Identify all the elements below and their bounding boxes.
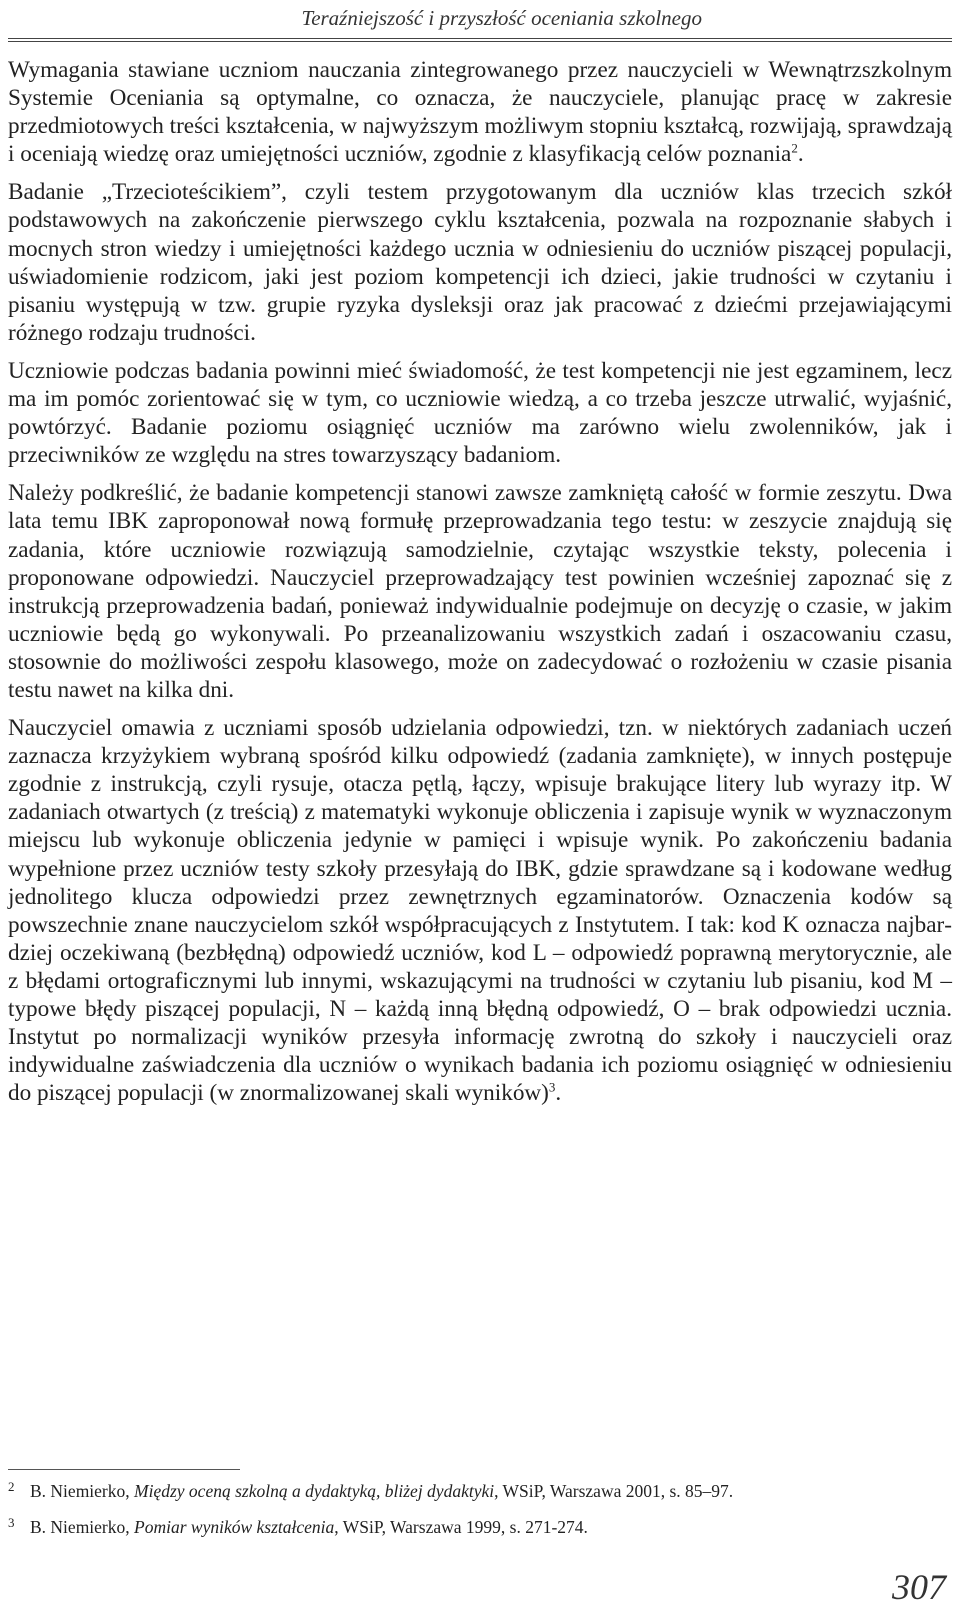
running-header (0, 0, 960, 38)
paragraph-5: Nauczyciel omawia z uczniami sposób udzielania odpowiedzi, tzn. w niektórych zadaniach uczeń zaznacza krzyżykiem wybraną spośród kilku odpowiedź (zadania zamknięte), w innych postępuje zgodnie z instrukcją, czyli rysuje, otacza pętlą, łączy, wpisuje brakujące litery lub wyrazy itp. W zadaniach otwartych (z treścią) z matematyki wykonuje obliczenia i zapisuje wynik w wyznaczonym miejscu lub wykonuje obliczenia jedynie w pamięci i wpisuje wynik. Po zakończeniu badania wypełnione przez uczniów testy szkoły przesyłają do IBK, gdzie sprawdzane są i kodowane według jednolitego klucza odpowiedzi przez zewnętrznych egzaminatorów. Oznaczenia kodów są powszechnie znane nauczycielom szkół współpracujących z Instytutem. I tak: kod K oznacza najbardziej oczekiwaną (bezbłędną) odpowiedź uczniów, kod L – odpowiedź poprawną merytorycznie, ale z błędami ortograficznymi lub innymi, wskazującymi na trudności w czytaniu lub pisaniu, kod M – typowe błędy piszącej populacji, N – każdą inną błędną odpowiedź, O – brak odpowiedzi ucznia. Instytut po normalizacji wyników przesyła informację zwrotną do szkoły i nauczycieli oraz indywidualne zaświadczenia dla uczniów o wynikach badania ich poziomu osiągnięć w odniesieniu do piszącej populacji (w znormalizowanej skali wyników)$^3$. (8, 715, 952, 1107)
footnote-ref-2: 2 (791, 140, 798, 156)
footnote-book-title: Między oceną szkolną a dydaktyką, bliżej dydaktyki (134, 1481, 495, 1501)
footnote-2 (8, 1480, 952, 1502)
paragraph-3: Uczniowie podczas badania powinni mieć świadomość, że test kompetencji nie jest egzaminem, lecz ma im pomóc zorientować się w tym, co uczniowie wiedzą, a co trzeba jeszcze utrwalić, wyjaśnić, powtórzyć. Badanie poziomu osiągnięć uczniów ma zarówno wielu zwolenników, jak i przeciwników ze względu na stres towarzyszący badaniom. (8, 357, 952, 469)
footnote-rule (8, 1469, 240, 1470)
header-rule (8, 38, 952, 39)
footnote-ref-3: 3 (548, 1079, 556, 1095)
footnote-3 (8, 1516, 952, 1538)
running-header-title: Teraźniejszość i przyszłość oceniania szkolnego (301, 6, 702, 30)
paragraph-1: Wymagania stawiane uczniom nauczania zintegrowanego przez nauczycieli w Wewnątrzszkolnym Systemie Oceniania są optymalne, co oznacza, że nauczyciele, planując pracę w zakresie przedmiotowych treści kształcenia, w najwyższym możliwym stopniu kształcą, rozwijają, sprawdzają i oceniają wiedzę oraz umiejętności uczniów, zgodnie z klasyfikacją celów poznania$^2$. (8, 57, 952, 168)
footnote-text: B. Niemierko, Pomiar wyników kształcenia, WSiP, Warszawa 1999, s. 271-274. (30, 1517, 588, 1537)
page-number: 307 (892, 1567, 946, 1607)
footnote-number: 2 (8, 1479, 15, 1494)
body-text (8, 56, 952, 1117)
paragraph-2: Badanie „Trzecioteścikiem”, czyli testem przygotowanym dla uczniów klas trzecich szkół podstawowych na zakończenie pierwszego cyklu kształcenia, pozwala na rozpoznanie słabych i mocnych stron wiedzy i umiejętności każdego ucznia w odniesieniu do uczniów piszącej populacji, uświadomienie rodzicom, jaki jest poziom kompetencji ich dzieci, jakie trudności w czytaniu i pisaniu występują w tzw. grupie ryzyka dysleksji oraz jak pracować z dziećmi przejawiającymi różnego rodzaju trudności. (8, 179, 952, 346)
footnotes (8, 1480, 952, 1552)
footnote-number: 3 (8, 1515, 15, 1530)
paragraph-4: Należy podkreślić, że badanie kompetencji stanowi zawsze zamkniętą całość w formie zeszytu. Dwa lata temu IBK zaproponował nową formułę przeprowadzania tego testu: w zeszycie znajdują się zadania, które uczniowie rozwiązują samodzielnie, czytając wszystkie teksty, polecenia i proponowane odpowiedzi. Nauczyciel przeprowadzający test powinien wcześniej zapoznać się z instrukcją przeprowadzenia badań, ponieważ indywidualnie podejmuje on decyzję o czasie, w jakim uczniowie będą go wykonywali. Po przeanalizowaniu wszystkich zadań i oszacowaniu czasu, stosownie do możliwości zespołu klasowego, może on zadecydować o rozłożeniu w czasie pisania testu nawet na kilka dni. (8, 480, 952, 703)
header-rule-secondary (8, 41, 952, 42)
footnote-book-title: Pomiar wyników kształcenia (134, 1517, 335, 1537)
footnote-text: B. Niemierko, Między oceną szkolną a dydaktyką, bliżej dydaktyki, WSiP, Warszawa 2001, s. 85–97. (30, 1481, 734, 1501)
